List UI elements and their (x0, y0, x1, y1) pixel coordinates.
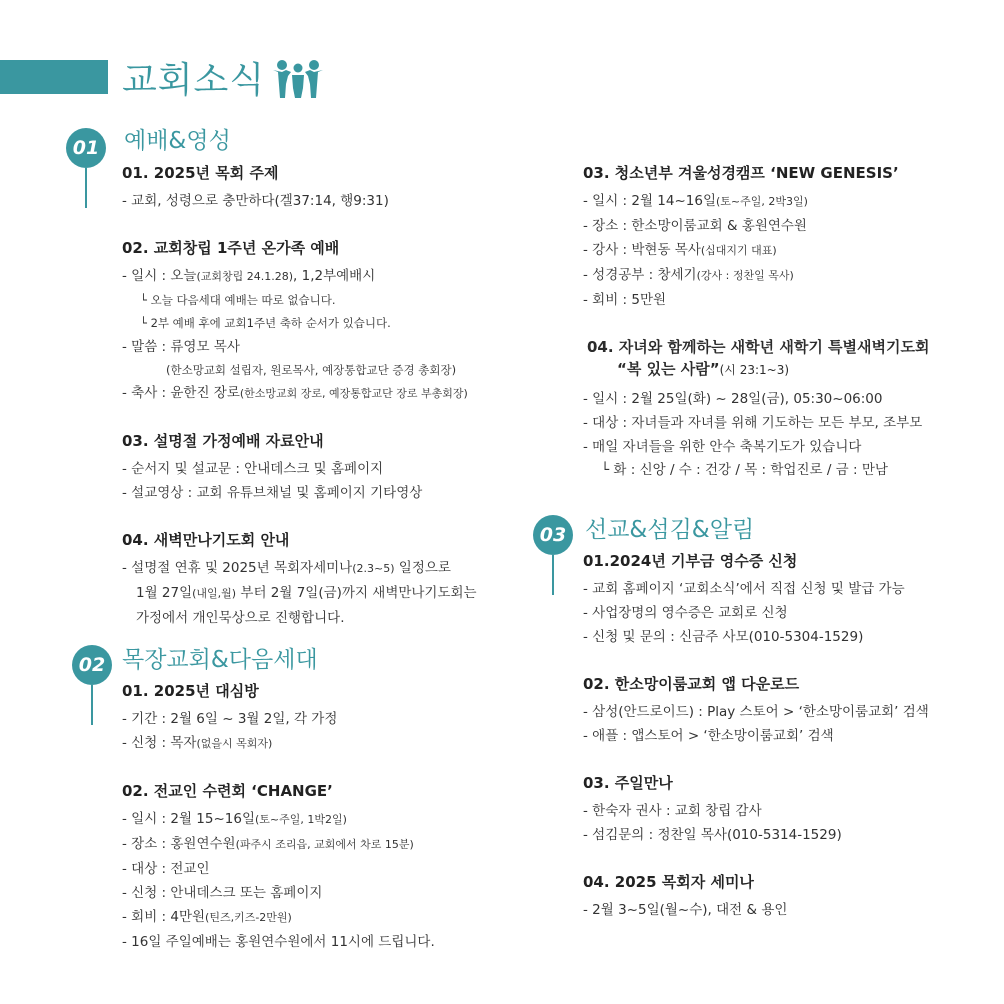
section-divider-line (85, 168, 87, 208)
text: (십대지기 대표) (700, 244, 777, 257)
item-line: - 사업장명의 영수증은 교회로 신청 (583, 605, 788, 621)
people-icon (272, 58, 324, 98)
text: (파주시 조리읍, 교회에서 차로 15분) (235, 838, 414, 851)
item-title: 01. 2025년 목회 주제 (122, 164, 279, 182)
text: (교회창립 24.1.28) (196, 270, 294, 283)
text: - 강사 : 박현동 목사 (583, 242, 701, 258)
item-line: - 16일 주일예배는 홍원연수원에서 11시에 드립니다. (122, 934, 435, 950)
verse-ref: (시 23:1~3) (719, 363, 790, 377)
text: - 회비 : 4만원 (122, 909, 206, 925)
text: (강사 : 정찬일 목사) (696, 269, 794, 282)
item-line: - 순서지 및 설교문 : 안내데스크 및 홈페이지 (122, 461, 384, 477)
text: (내일,월) (192, 587, 237, 600)
text: “복 있는 사람” (617, 360, 720, 378)
item-line (122, 731, 522, 756)
item-line: - 기간 : 2월 6일 ~ 3월 2일, 각 가정 (122, 711, 338, 727)
text: (토~주일, 2박3일) (716, 195, 808, 208)
text: (2.3~5) (352, 562, 395, 575)
item-line: - 대상 : 자녀들과 자녀를 위해 기도하는 모든 부모, 조부모 (583, 415, 923, 431)
item-line: - 장소 : 한소망이룸교회 & 홍원연수원 (583, 218, 807, 234)
page-title: 교회소식 (122, 60, 266, 101)
item-subline: └ 2부 예배 후에 교회1주년 축하 순서가 있습니다. (140, 316, 391, 330)
item-subtitle (583, 358, 993, 381)
text: - 일시 : 2월 15~16일 (122, 811, 256, 827)
item-line: - 한숙자 권사 : 교회 창립 감사 (583, 803, 762, 819)
item-line: - 신청 : 안내데스크 또는 홈페이지 (122, 885, 323, 901)
item-line: - 2월 3~5일(월~수), 대전 & 용인 (583, 902, 788, 918)
text: - 일시 : 2월 14~16일 (583, 193, 717, 209)
section-title: 선교&섬김&알림 (585, 517, 755, 543)
item-line (583, 189, 993, 214)
text: 일정으로 (394, 560, 451, 576)
item-line: - 섬김문의 : 정찬일 목사(010-5314-1529) (583, 827, 842, 843)
item-line (122, 581, 522, 606)
item-subline: (한소망교회 설립자, 원로목사, 예장통합교단 증경 총회장) (166, 363, 457, 377)
section3-content (583, 550, 993, 946)
text: - 신청 : 목자 (122, 735, 197, 751)
text: - 장소 : 홍원연수원 (122, 836, 236, 852)
item-line: - 삼성(안드로이드) : Play 스토어 > ‘한소망이룸교회’ 검색 (583, 704, 929, 720)
text: , 1,2부예배시 (293, 268, 376, 284)
section-title: 목장교회&다음세대 (122, 647, 318, 673)
item-line: - 일시 : 2월 25일(화) ~ 28일(금), 05:30~06:00 (583, 391, 883, 407)
item-line (122, 264, 522, 289)
item-title: 02. 교회창립 1주년 온가족 예배 (122, 239, 340, 257)
news-item (122, 430, 522, 505)
text: - 설명절 연휴 및 2025년 목회자세미나 (122, 560, 353, 576)
right-column-content (583, 162, 993, 506)
item-line: 가정에서 개인묵상으로 진행합니다. (136, 610, 345, 626)
news-item (583, 772, 993, 847)
item-line: - 교회, 성령으로 충만하다(겔37:14, 행9:31) (122, 193, 389, 209)
section1-content (122, 162, 522, 654)
item-line (583, 263, 993, 288)
section-number-badge: 03 (533, 515, 573, 555)
news-item (122, 162, 522, 213)
news-item (583, 162, 993, 312)
header-accent-bar (0, 60, 108, 94)
section-number-badge: 02 (72, 645, 112, 685)
item-line: - 회비 : 5만원 (583, 292, 667, 308)
news-item (122, 529, 522, 630)
item-title: 02. 한소망이룸교회 앱 다운로드 (583, 675, 800, 693)
item-line (122, 905, 522, 930)
text: (없을시 목회자) (196, 737, 273, 750)
text: 부터 2월 7일(금)까지 새벽만나기도회는 (236, 585, 477, 601)
item-line: - 애플 : 앱스토어 > ‘한소망이룸교회’ 검색 (583, 728, 834, 744)
text: - 일시 : 오늘 (122, 268, 197, 284)
section-title: 예배&영성 (124, 128, 231, 154)
section-divider-line (91, 685, 93, 725)
news-item (583, 871, 993, 922)
item-subline: └ 오늘 다음세대 예배는 따로 없습니다. (140, 293, 336, 307)
section-divider-line (552, 555, 554, 595)
section-number-badge: 01 (66, 128, 106, 168)
item-title: 04. 자녀와 함께하는 새학년 새학기 특별새벽기도회 (587, 338, 930, 356)
item-subline: └ 화 : 신앙 / 수 : 건강 / 목 : 학업진로 / 금 : 만남 (601, 462, 888, 478)
text: (한소망교회 장로, 예장통합교단 장로 부총회장) (239, 387, 468, 400)
item-line: - 매일 자녀들을 위한 안수 축복기도가 있습니다 (583, 439, 862, 455)
item-line (122, 832, 522, 857)
news-item (122, 237, 522, 406)
item-title: 01. 2025년 대심방 (122, 682, 259, 700)
item-line: - 설교영상 : 교회 유튜브채널 및 홈페이지 기타영상 (122, 485, 423, 501)
item-line: - 신청 및 문의 : 신금주 사모(010-5304-1529) (583, 629, 864, 645)
item-line: - 교회 홈페이지 ‘교회소식’에서 직접 신청 및 발급 가능 (583, 581, 905, 597)
item-title: 03. 주일만나 (583, 774, 673, 792)
news-item (583, 673, 993, 748)
text: - 성경공부 : 창세기 (583, 267, 697, 283)
item-title: 03. 설명절 가정예배 자료안내 (122, 432, 324, 450)
item-line (122, 807, 522, 832)
item-title: 01.2024년 기부금 영수증 신청 (583, 552, 798, 570)
item-title: 04. 새벽만나기도회 안내 (122, 531, 290, 549)
item-line (122, 381, 522, 406)
text: (토~주일, 1박2일) (255, 813, 347, 826)
news-item (122, 780, 522, 954)
text: (틴즈,키즈-2만원) (205, 911, 292, 924)
text: 1월 27일 (136, 585, 193, 601)
item-line: - 말씀 : 류영모 목사 (122, 339, 240, 355)
item-line: - 대상 : 전교인 (122, 861, 210, 877)
news-item (122, 680, 522, 756)
item-title: 03. 청소년부 겨울성경캠프 ‘NEW GENESIS’ (583, 164, 899, 182)
item-line (583, 238, 993, 263)
news-item (583, 550, 993, 649)
text: - 축사 : 윤한진 장로 (122, 385, 240, 401)
item-line (122, 556, 522, 581)
item-title: 04. 2025 목회자 세미나 (583, 873, 754, 891)
section2-content (122, 680, 522, 978)
news-item (583, 336, 993, 482)
item-title: 02. 전교인 수련회 ‘CHANGE’ (122, 782, 333, 800)
